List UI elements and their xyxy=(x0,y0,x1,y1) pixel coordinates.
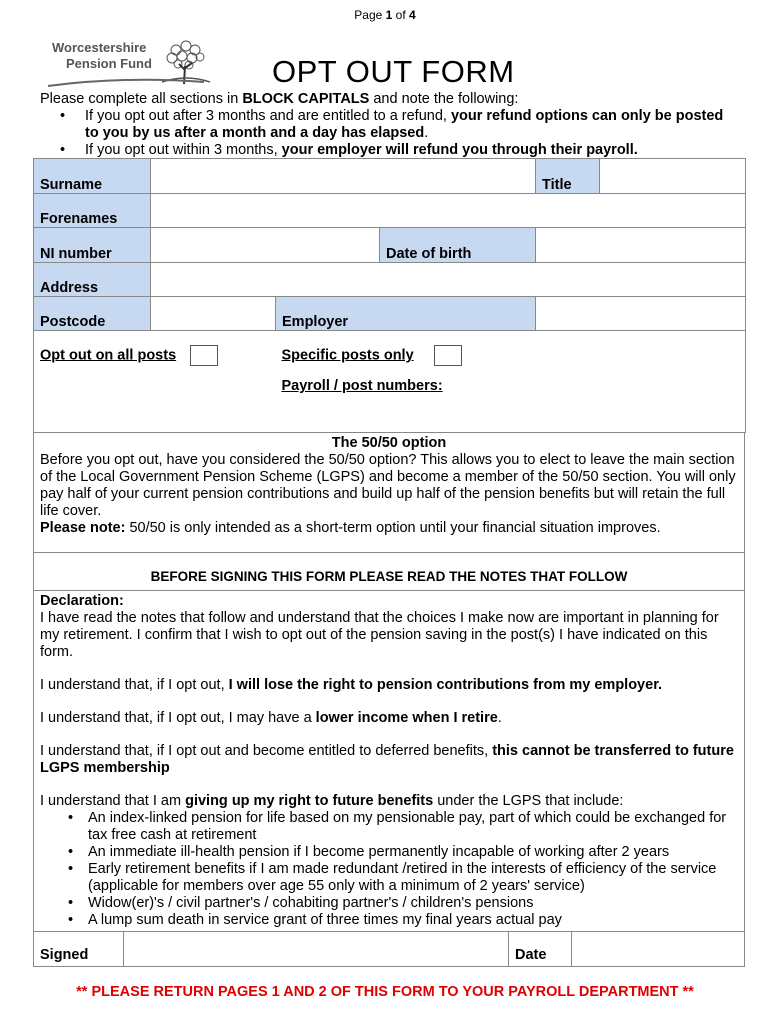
employer-field[interactable] xyxy=(536,297,746,331)
address-field[interactable] xyxy=(151,263,746,297)
employer-label: Employer xyxy=(276,297,536,331)
dob-field[interactable] xyxy=(536,228,746,263)
declaration-section xyxy=(34,591,744,931)
postcode-label: Postcode xyxy=(34,297,151,331)
fifty-fifty-heading: The 50/50 option xyxy=(331,435,447,451)
signed-label: Signed xyxy=(34,932,124,966)
postcode-field[interactable] xyxy=(151,297,276,331)
opt-all-cell xyxy=(34,331,276,433)
logo-line-1: Worcestershire xyxy=(52,40,147,55)
intro-bullet-payroll: • If you opt out within 3 months, your employer will refund you through their payroll. xyxy=(67,142,740,159)
surname-field[interactable] xyxy=(151,159,536,194)
specific-posts-label: Specific posts only xyxy=(281,347,414,364)
intro-bullet-refund: • If you opt out after 3 months and are entitled to a refund, your refund options can only be posted to you by us after a month and a day has elapsed. xyxy=(67,108,740,142)
ni-number-label: NI number xyxy=(34,228,151,263)
forenames-label: Forenames xyxy=(34,194,151,228)
opt-all-checkbox[interactable] xyxy=(190,345,218,366)
date-field[interactable] xyxy=(572,932,744,966)
title-field[interactable] xyxy=(600,159,746,194)
signature-field[interactable] xyxy=(124,932,509,966)
declaration-paragraph: I have read the notes that follow and understand that the choices I make now are important in planning for my retirement. I confirm that I wish to opt out of the pension saving in the post(s) I have indicated on this form. xyxy=(40,610,719,660)
benefit-item: • Widow(er)'s / civil partner's / cohabiting partner's / children's pensions xyxy=(70,895,738,912)
form-title: OPT OUT FORM xyxy=(272,54,515,89)
logo-line-2: Pension Fund xyxy=(66,56,152,71)
specific-posts-checkbox[interactable] xyxy=(434,345,462,366)
title-label: Title xyxy=(536,159,600,194)
surname-label: Surname xyxy=(34,159,151,194)
personal-details-table xyxy=(33,158,746,433)
page-number: Page 1 of 4 xyxy=(354,8,416,22)
return-instructions-footer: ** PLEASE RETURN PAGES 1 AND 2 OF THIS FORM TO YOUR PAYROLL DEPARTMENT ** xyxy=(76,984,694,1000)
benefit-item: • An immediate ill-health pension if I become permanently incapable of working after 2 years xyxy=(70,844,738,861)
forenames-field[interactable] xyxy=(151,194,746,228)
intro-instructions: Please complete all sections in BLOCK CAPITALS and note the following: • If you opt out after 3 months and are entitled to a refund, your refund options can only be posted to you by us after a month and a day has elapsed. • If you opt out within 3 months, your employer will refund you through their payroll. xyxy=(40,91,740,159)
benefit-item: • A lump sum death in service grant of three times my final years actual pay xyxy=(70,912,738,929)
address-label: Address xyxy=(34,263,151,297)
declaration-heading: Declaration: xyxy=(40,593,124,609)
information-box xyxy=(33,432,745,967)
ni-number-field[interactable] xyxy=(151,228,380,263)
swoosh-icon xyxy=(44,74,210,88)
declaration-statement-contributions: I understand that, if I opt out, I will lose the right to pension contributions from my employer. xyxy=(40,677,663,693)
worcestershire-pension-fund-logo xyxy=(44,40,210,88)
date-label: Date xyxy=(509,932,572,966)
opt-all-label: Opt out on all posts xyxy=(40,347,177,364)
declaration-statement-transfer: I understand that, if I opt out and become entitled to deferred benefits, this cannot be transferred to future LGPS membership xyxy=(40,743,734,776)
declaration-statement-income: I understand that, if I opt out, I may have a lower income when I retire. xyxy=(40,710,502,726)
specific-posts-cell xyxy=(276,331,746,433)
declaration-statement-benefits: I understand that I am giving up my right to future benefits under the LGPS that include: xyxy=(40,793,624,809)
benefit-item: • Early retirement benefits if I am made redundant /retired in the interests of efficiency of the service (applicable for members over age 55 only with a minimum of 2 years' service) xyxy=(70,861,738,895)
benefit-item: • An index-linked pension for life based on my pensionable pay, part of which could be exchanged for tax free cash at retirement xyxy=(70,810,738,844)
signature-row xyxy=(34,931,744,966)
read-notes-notice: BEFORE SIGNING THIS FORM PLEASE READ THE NOTES THAT FOLLOW xyxy=(34,553,744,591)
fifty-fifty-section: The 50/50 option Before you opt out, have you considered the 50/50 option? This allows you to elect to leave the main section of the Local Government Pension Scheme (LGPS) and become a member of the 50/50 section. You will only pay half of your current pension contributions and build up half of the pension benefits but will retain the full life cover. Please note: 50/50 is only intended as a short-term option until your financial situation improves. xyxy=(34,433,744,553)
dob-label: Date of birth xyxy=(380,228,536,263)
payroll-post-numbers-label: Payroll / post numbers: xyxy=(281,378,443,394)
fifty-fifty-text: Before you opt out, have you considered the 50/50 option? This allows you to elect to leave the main section of the Local Government Pension Scheme (LGPS) and become a member of the 50/50 section. You will only pay half of your current pension contributions and build up half of the pension benefits but will retain the full life cover. xyxy=(40,452,736,519)
